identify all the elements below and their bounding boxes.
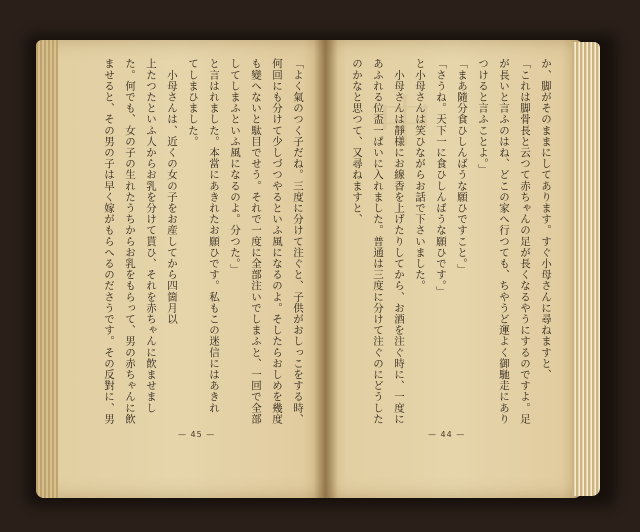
text-line: 上たつたといふ人からお乳を分けて貰ひ、それを赤ちゃんに飲ませまし — [145, 58, 157, 414]
text-line: と小母さんは笑ひながらお話で下さいました。 — [414, 58, 426, 292]
text-line: た。何でも、女の子の生れたうちからお乳をもらって、男の赤ちゃんに飲 — [124, 58, 136, 425]
right-page-number: — 44 — — [428, 430, 466, 439]
text-line: 「まあ隨分食ひしんばうな願ひですこと。」 — [456, 58, 468, 275]
text-line: 小母さんは靜様にお線香を上げたりしてから、お酒を注ぐ時に、一度に — [393, 58, 405, 425]
right-page-text — [350, 58, 556, 428]
text-line: か、脚がそのままにしてあります。すぐ小母さんに尋ねますと、 — [540, 58, 552, 380]
left-page-number: — 45 — — [178, 430, 216, 439]
text-line: てしまひました。 — [187, 58, 199, 147]
text-line: ませると、その男の子は早く嫁がもらへるのださうです。その反對に、男 — [103, 58, 115, 425]
right-page-edge — [572, 42, 600, 496]
text-line: 「さうね。天下一に食ひしんばうな願ひです。」 — [435, 58, 447, 297]
text-line: 「よく氣のつく子だね。三度に分けて注ぐと、子供がおしっこをする時、 — [292, 58, 304, 425]
text-line: あふれる位盃一ぱいに入れました。普通は三度に分けて注ぐのにどうした — [372, 58, 384, 425]
text-line: のかなと思つて、又尋ねますと、 — [351, 58, 363, 225]
left-page-edge — [36, 40, 58, 498]
text-line: も變へないと駄目でせう。それで一度に全部注いでしまふと、一回で全部 — [250, 58, 262, 425]
text-line: 「これは脚骨長と云つて赤ちゃんの足が長くなるやうにするのですよ。足 — [519, 58, 531, 425]
text-line: と言はれました。本當にあきれたお願ひです。私もこの迷信にはあきれ — [208, 58, 220, 414]
text-line: つけると言ふことよ。」 — [477, 58, 489, 175]
text-line: 小母さんは、近くの女の子をお産してから四箇月以 — [166, 58, 178, 325]
text-line: が長いと言ふのはね、どこの家へ行つても、ちやうど運よく御馳走にあり — [498, 58, 510, 425]
text-line: してしまふといふ風になるのよ。分つた。」 — [229, 58, 241, 275]
left-page-text — [103, 58, 308, 428]
text-line: 何回にも分けて少しづつやるといふ風になるのよ。そしたらおしめを幾度 — [271, 58, 283, 425]
book-spine-gutter — [314, 40, 338, 498]
